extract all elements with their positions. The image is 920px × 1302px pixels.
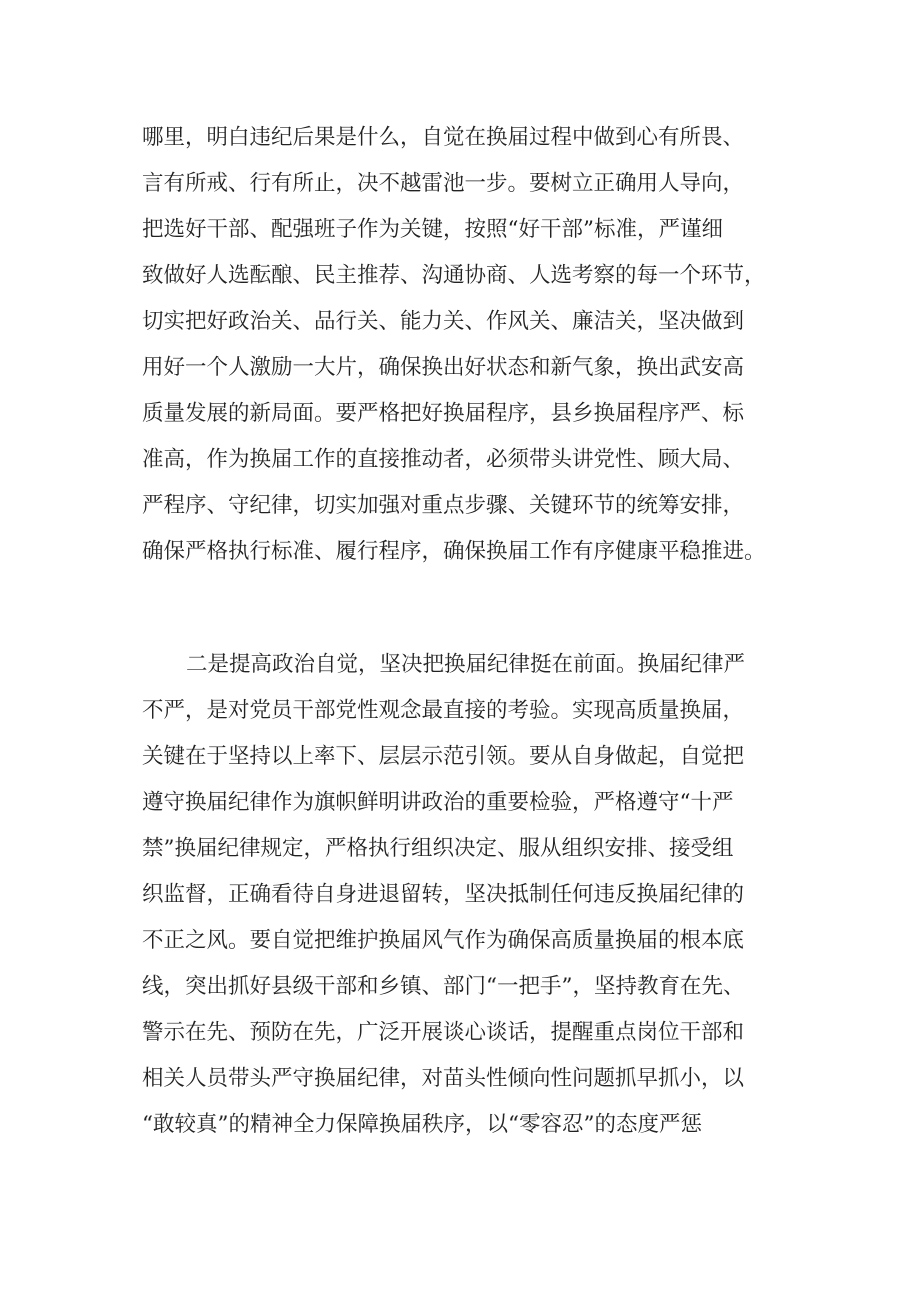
text-line: 哪里，明白违纪后果是什么，自觉在换届过程中做到心有所畏、 <box>142 125 745 150</box>
text-line: 不严，是对党员干部党性观念最直接的考验。实现高质量换届， <box>142 698 745 723</box>
text-line: 准高，作为换届工作的直接推动者，必须带头讲党性、顾大局、 <box>142 447 745 472</box>
text-line: 相关人员带头严守换届纪律，对苗头性倾向性问题抓早抓小，以 <box>142 1066 745 1091</box>
text-line: 把选好干部、配强班子作为关键，按照“好干部”标准，严谨细 <box>142 217 723 242</box>
text-line: 二是提高政治自觉，坚决把换届纪律挺在前面。换届纪律严 <box>186 652 746 677</box>
text-line: 用好一个人激励一大片，确保换出好状态和新气象，换出武安高 <box>142 355 745 380</box>
text-line: 严程序、守纪律，切实加强对重点步骤、关键环节的统筹安排， <box>142 493 745 518</box>
text-line: 关键在于坚持以上率下、层层示范引领。要从自身做起，自觉把 <box>142 744 745 769</box>
text-line: 切实把好政治关、品行关、能力关、作风关、廉洁关，坚决做到 <box>142 309 745 334</box>
text-line: 确保严格执行标准、履行程序，确保换届工作有序健康平稳推进。 <box>142 539 766 564</box>
text-line: 禁”换届纪律规定，严格执行组织决定、服从组织安排、接受组 <box>142 836 734 861</box>
text-line: 致做好人选酝酿、民主推荐、沟通协商、人选考察的每一个环节， <box>142 263 766 288</box>
text-line: 线，突出抓好县级干部和乡镇、部门“一把手”，坚持教育在先、 <box>142 974 745 999</box>
text-line: 织监督，正确看待自身进退留转，坚决抵制任何违反换届纪律的 <box>142 882 745 907</box>
text-line: 不正之风。要自觉把维护换届风气作为确保高质量换届的根本底 <box>142 928 745 953</box>
text-line: 遵守换届纪律作为旗帜鲜明讲政治的重要检验，严格遵守“十严 <box>142 790 734 815</box>
text-line: 质量发展的新局面。要严格把好换届程序，县乡换届程序严、标 <box>142 401 745 426</box>
text-line: “敢较真”的精神全力保障换届秩序，以“零容忍”的态度严惩 <box>142 1112 702 1137</box>
text-line: 警示在先、预防在先，广泛开展谈心谈话，提醒重点岗位干部和 <box>142 1020 745 1045</box>
text-line: 言有所戒、行有所止，决不越雷池一步。要树立正确用人导向， <box>142 171 745 196</box>
